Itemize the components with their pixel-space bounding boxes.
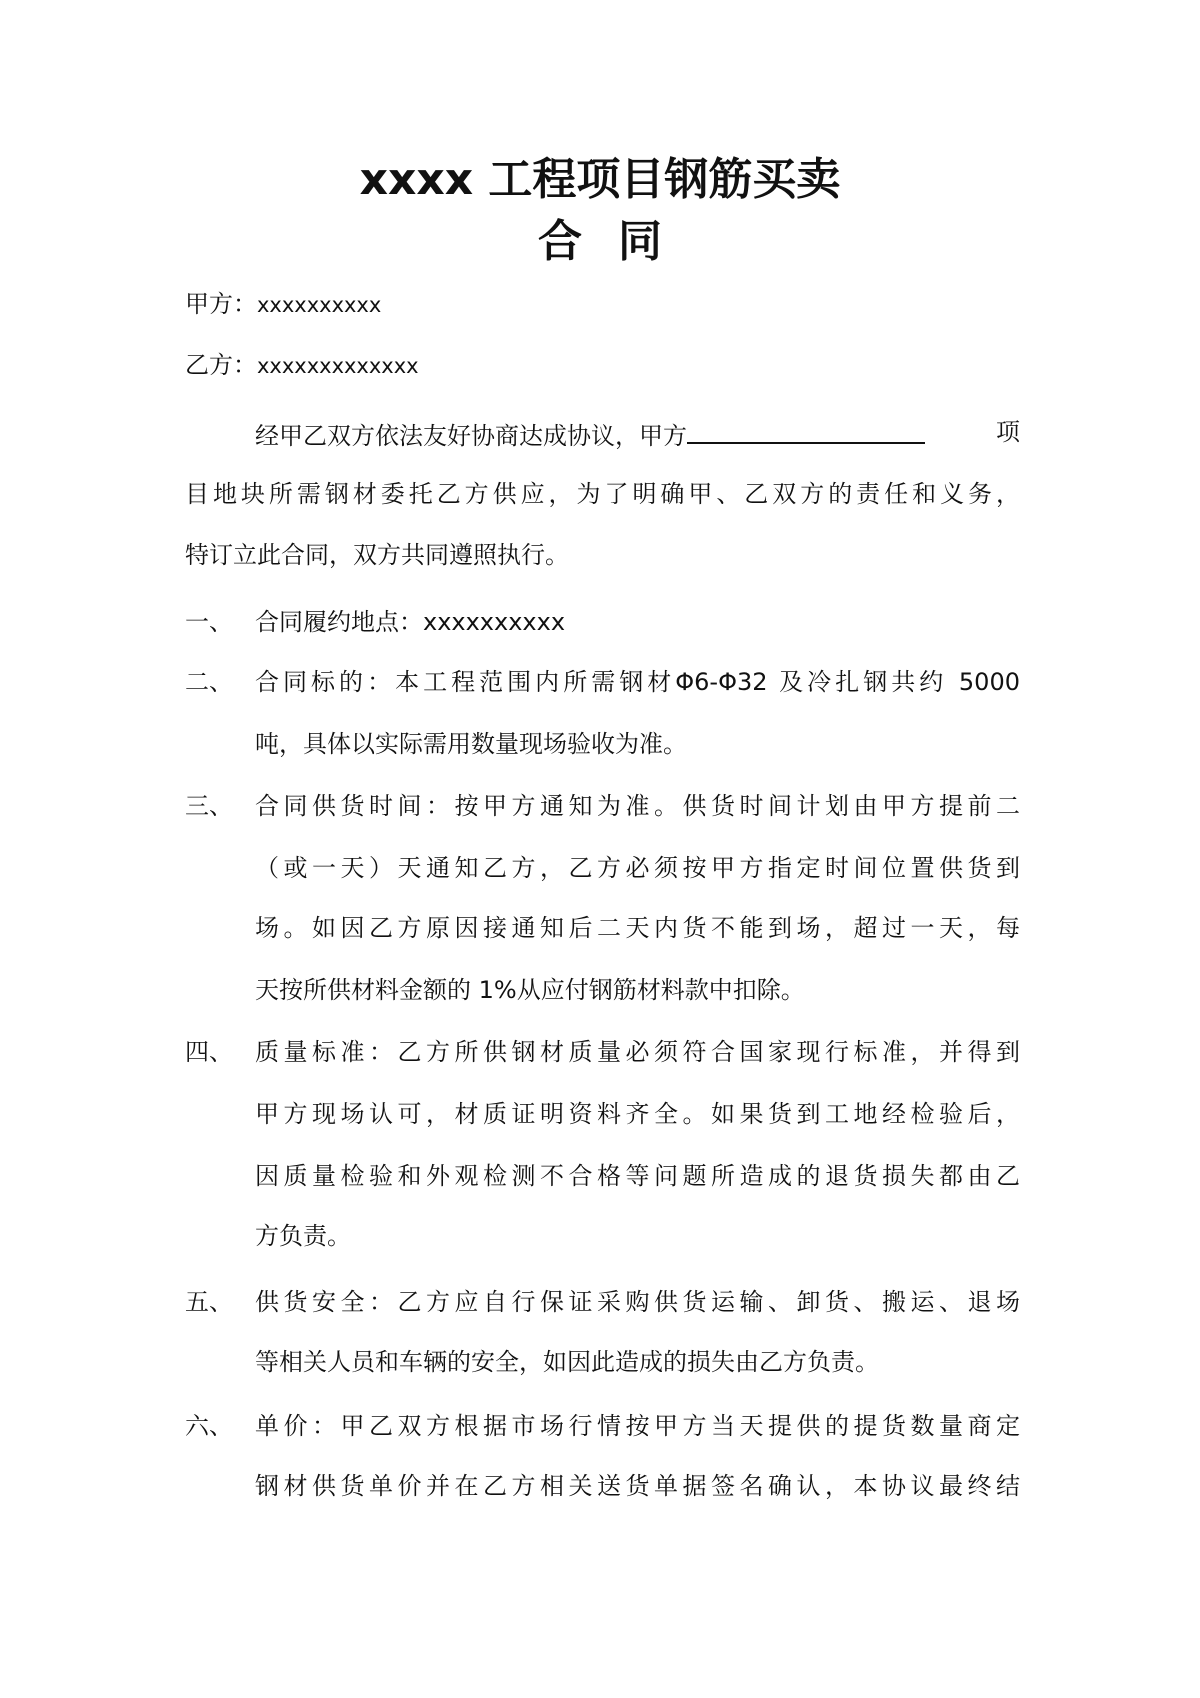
clause-text-line: （或一天）天通知乙方，乙方必须按甲方指定时间位置供货到	[255, 854, 1020, 882]
clause-number: 一、	[185, 608, 233, 636]
clause-text-line: 单价：甲乙双方根据市场行情按甲方当天提供的提货数量商定	[255, 1412, 1020, 1440]
clause-number: 二、	[185, 668, 233, 696]
clause-text-line: 方负责。	[255, 1222, 351, 1250]
party-a-label: 甲方：	[185, 290, 257, 318]
clause-text-line: 场。如因乙方原因接通知后二天内货不能到场，超过一天，每	[255, 914, 1020, 942]
party-b-value: xxxxxxxxxxxxx	[257, 354, 419, 378]
party-b	[185, 345, 419, 386]
clause-text-line: 因质量检验和外观检测不合格等问题所造成的退货损失都由乙	[255, 1162, 1020, 1190]
intro-line-3: 特订立此合同，双方共同遵照执行。	[185, 541, 569, 569]
clause-text-line: 合同履约地点：xxxxxxxxxx	[255, 608, 566, 636]
party-b-label: 乙方：	[185, 351, 257, 379]
clause-text-line: 合同供货时间：按甲方通知为准。供货时间计划由甲方提前二	[255, 792, 1020, 820]
clause-text-line: 甲方现场认可，材质证明资料齐全。如果货到工地经检验后，	[255, 1100, 1020, 1128]
clause-text-line: 天按所供材料金额的 1%从应付钢筋材料款中扣除。	[255, 976, 805, 1004]
clause-text-line: 质量标准：乙方所供钢材质量必须符合国家现行标准，并得到	[255, 1038, 1020, 1066]
clause-number: 五、	[185, 1288, 233, 1316]
document-title: xxxx 工程项目钢筋买卖	[359, 154, 841, 205]
intro-text: 经甲乙双方依法友好协商达成协议，甲方	[255, 422, 687, 450]
clause-text-line: 合同标的：本工程范围内所需钢材Φ6-Φ32 及冷扎钢共约 5000	[255, 668, 1020, 696]
party-a-value: xxxxxxxxxx	[257, 293, 382, 317]
blank-underline	[687, 412, 925, 444]
clause-number: 六、	[185, 1412, 233, 1440]
clause-text-line: 吨，具体以实际需用数量现场验收为准。	[255, 730, 687, 758]
clause-number: 三、	[185, 792, 233, 820]
intro-line-2: 目地块所需钢材委托乙方供应，为了明确甲、乙双方的责任和义务，	[185, 480, 1020, 508]
clause-number: 四、	[185, 1038, 233, 1066]
intro-text: 项	[996, 418, 1020, 446]
document-subtitle: 合同	[538, 216, 698, 267]
clause-text-line: 供货安全：乙方应自行保证采购供货运输、卸货、搬运、退场	[255, 1288, 1020, 1316]
clause-text-line: 钢材供货单价并在乙方相关送货单据签名确认，本协议最终结	[255, 1472, 1020, 1500]
clause-text-line: 等相关人员和车辆的安全，如因此造成的损失由乙方负责。	[255, 1348, 879, 1376]
party-a	[185, 284, 381, 325]
intro-line-1	[255, 412, 1020, 456]
